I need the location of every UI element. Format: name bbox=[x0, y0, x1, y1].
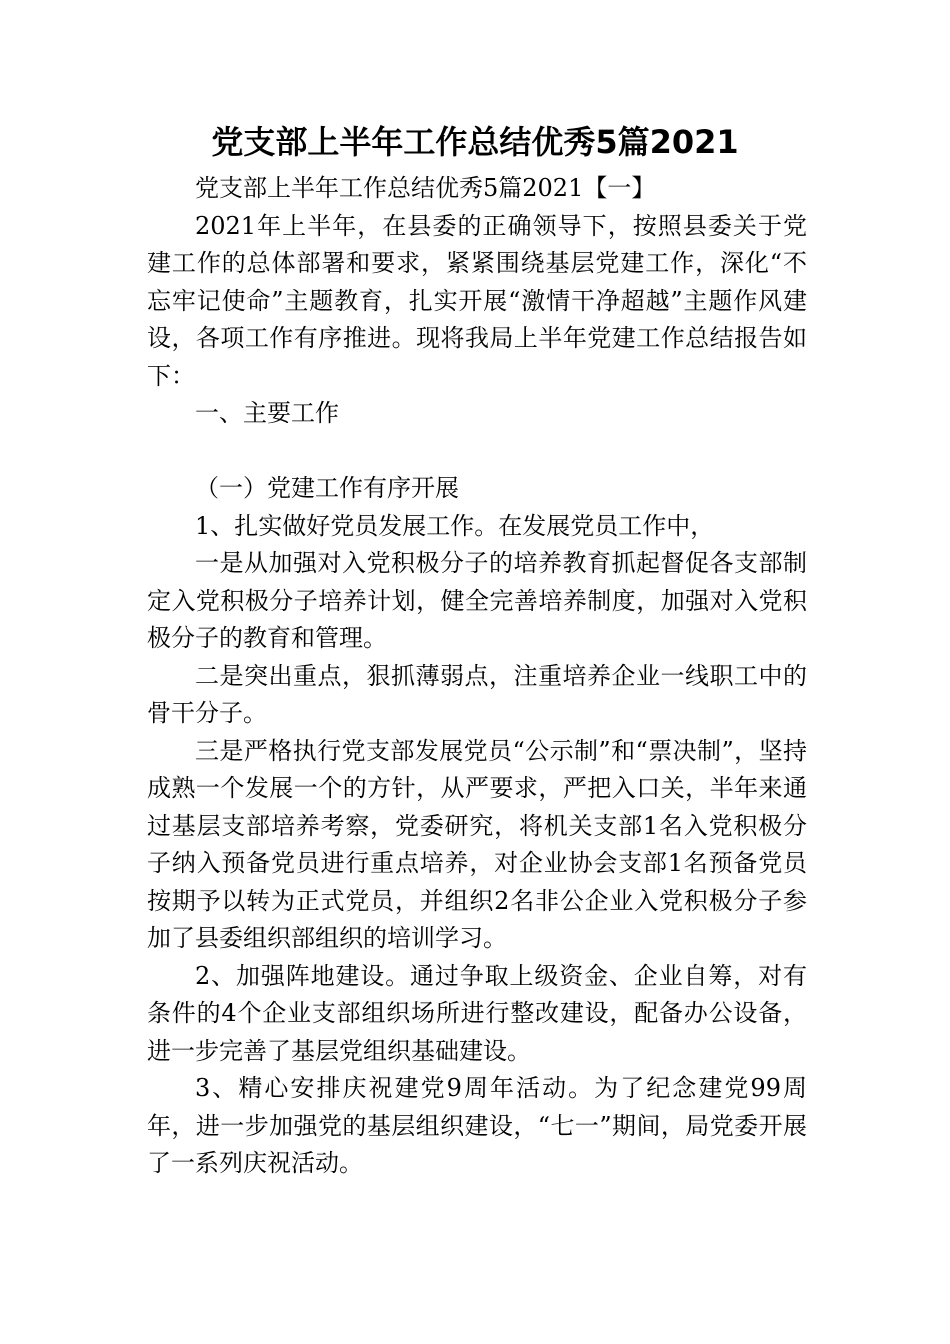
document-title: 党支部上半年工作总结优秀5篇2021 bbox=[211, 123, 739, 161]
item-paragraph: 一是从加强对入党积极分子的培养教育抓起督促各支部制定入党积极分子培养计划，健全完善培养制度，加强对入党积极分子的教育和管理。 bbox=[147, 549, 807, 652]
intro-paragraph: 2021年上半年，在县委的正确领导下，按照县委关于党建工作的总体部署和要求，紧紧围绕基层党建工作，深化“不忘牢记使命”主题教育，扎实开展“激情干净超越”主题作风建设，各项工作有序推进。现将我局上半年党建工作总结报告如下： bbox=[147, 211, 807, 390]
item-paragraph: 2、加强阵地建设。通过争取上级资金、企业自筹，对有条件的4个企业支部组织场所进行整改建设，配备办公设备，进一步完善了基层党组织基础建设。 bbox=[147, 961, 807, 1065]
item-paragraph: 三是严格执行党支部发展党员“公示制”和“票决制”，坚持成熟一个发展一个的方针，从严要求，严把入口关，半年来通过基层支部培养考察，党委研究，将机关支部1名入党积极分子纳入预备党员进行重点培养，对企业协会支部1名预备党员按期予以转为正式党员，并组织2名非公企业入党积极分子参加了县委组织部组织的培训学习。 bbox=[147, 736, 807, 952]
item-paragraph: 3、精心安排庆祝建党9周年活动。为了纪念建党99周年，进一步加强党的基层组织建设，“七一”期间，局党委开展了一系列庆祝活动。 bbox=[147, 1074, 807, 1177]
subsection-heading: （一）党建工作有序开展 bbox=[195, 474, 459, 502]
item-paragraph: 二是突出重点，狠抓薄弱点，注重培养企业一线职工中的骨干分子。 bbox=[147, 661, 807, 727]
item-paragraph: 1、扎实做好党员发展工作。在发展党员工作中， bbox=[195, 511, 715, 540]
subtitle-paragraph: 党支部上半年工作总结优秀5篇2021【一】 bbox=[195, 174, 656, 202]
section-heading: 一、主要工作 bbox=[195, 399, 339, 427]
document-body bbox=[147, 170, 807, 1183]
